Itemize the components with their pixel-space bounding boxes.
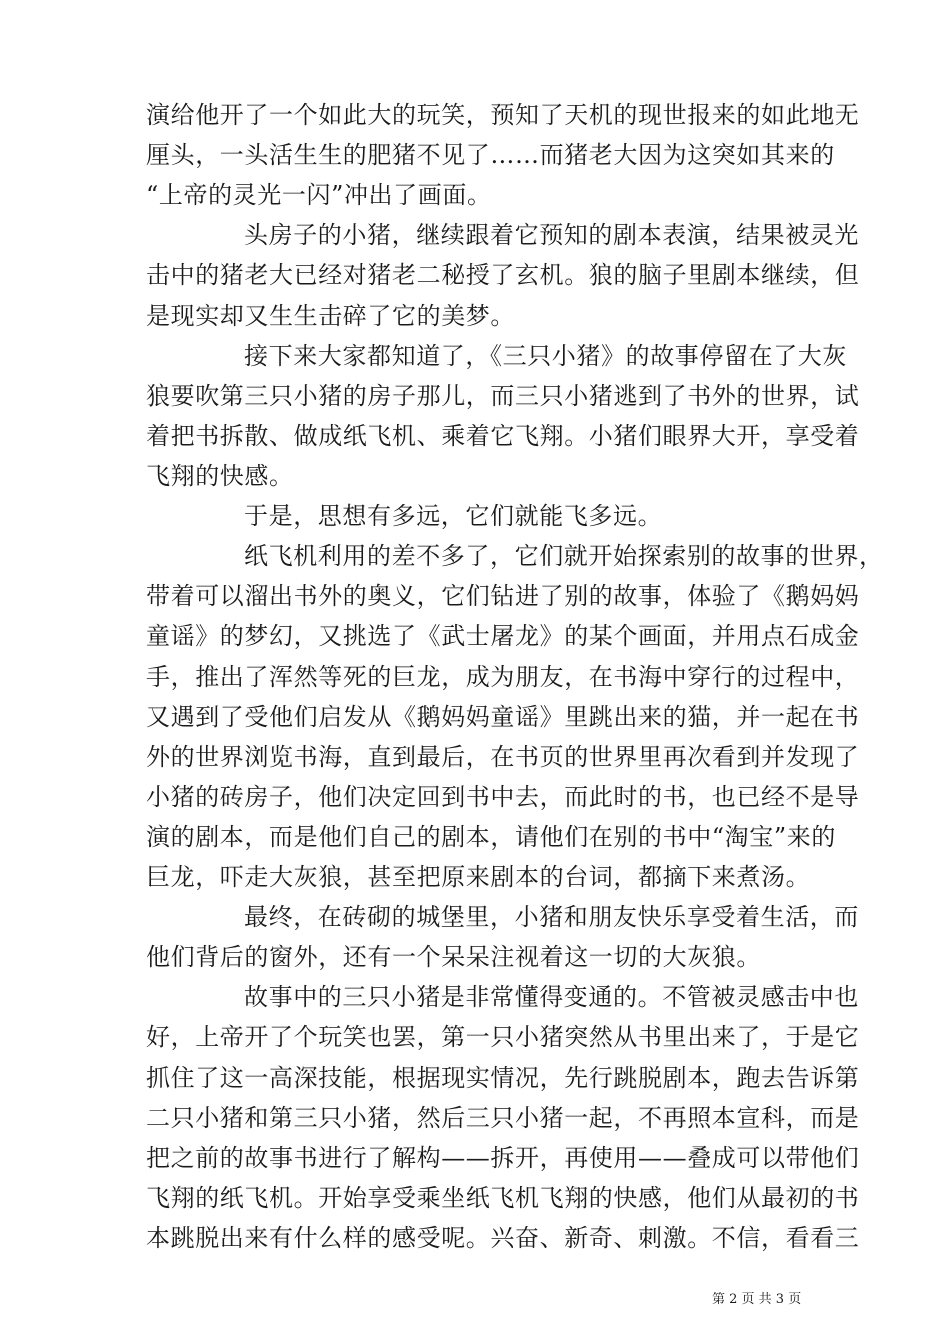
text-line: 童谣》的梦幻，又挑选了《武士屠龙》的某个画面，并用点石成金	[146, 622, 860, 650]
text-line: 带着可以溜出书外的奥义，它们钻进了别的故事，体验了《鹅妈妈	[146, 582, 860, 610]
text-line: 本跳脱出来有什么样的感受呢。兴奋、新奇、刺激。不信，看看三	[146, 1224, 860, 1252]
text-line: 飞翔的快感。	[146, 462, 294, 490]
text-line: 又遇到了受他们启发从《鹅妈妈童谣》里跳出来的猫，并一起在书	[146, 703, 860, 731]
text-line: 着把书拆散、做成纸飞机、乘着它飞翔。小猪们眼界大开，享受着	[146, 422, 860, 450]
paragraph-first-line: 头房子的小猪，继续跟着它预知的剧本表演，结果被灵光	[244, 221, 859, 249]
text-line: 飞翔的纸飞机。开始享受乘坐纸飞机飞翔的快感，他们从最初的书	[146, 1184, 860, 1212]
text-line: 把之前的故事书进行了解构——拆开，再使用——叠成可以带他们	[146, 1144, 860, 1172]
text-line: 小猪的砖房子，他们决定回到书中去，而此时的书，也已经不是导	[146, 783, 860, 811]
text-line: 是现实却又生生击碎了它的美梦。	[146, 302, 515, 330]
text-line: 抓住了这一高深技能，根据现实情况，先行跳脱剧本，跑去告诉第	[146, 1064, 860, 1092]
paragraph-first-line: 故事中的三只小猪是非常懂得变通的。不管被灵感击中也	[244, 983, 859, 1011]
text-line: 巨龙，吓走大灰狼，甚至把原来剧本的台词，都摘下来煮汤。	[146, 863, 811, 891]
page-number: 第 2 页 共 3 页	[712, 1292, 802, 1307]
text-line: 好，上帝开了个玩笑也罢，第一只小猪突然从书里出来了，于是它	[146, 1023, 860, 1051]
text-line: 厘头，一头活生生的肥猪不见了……而猪老大因为这突如其来的	[146, 141, 835, 169]
text-line: 外的世界浏览书海，直到最后，在书页的世界里再次看到并发现了	[146, 743, 860, 771]
text-line: 他们背后的窗外，还有一个呆呆注视着这一切的大灰狼。	[146, 943, 761, 971]
text-line: 狼要吹第三只小猪的房子那儿，而三只小猪逃到了书外的世界，试	[146, 382, 860, 410]
text-line: 二只小猪和第三只小猪，然后三只小猪一起，不再照本宣科，而是	[146, 1104, 860, 1132]
paragraph-first-line: 最终，在砖砌的城堡里，小猪和朋友快乐享受着生活，而	[244, 903, 859, 931]
text-line: 击中的猪老大已经对猪老二秘授了玄机。狼的脑子里剧本继续，但	[146, 261, 860, 289]
paragraph-first-line: 接下来大家都知道了，《三只小猪》的故事停留在了大灰	[244, 342, 847, 370]
text-line: 演给他开了一个如此大的玩笑，预知了天机的现世报来的如此地无	[146, 101, 860, 129]
paragraph-first-line: 纸飞机利用的差不多了，它们就开始探索别的故事的世界，	[244, 542, 884, 570]
paragraph-first-line: 于是，思想有多远，它们就能飞多远。	[244, 502, 663, 530]
text-line: “上帝的灵光一闪”冲出了画面。	[146, 181, 492, 209]
text-line: 演的剧本，而是他们自己的剧本，请他们在别的书中“淘宝”来的	[146, 823, 836, 851]
text-line: 手，推出了浑然等死的巨龙，成为朋友，在书海中穿行的过程中，	[146, 663, 860, 691]
